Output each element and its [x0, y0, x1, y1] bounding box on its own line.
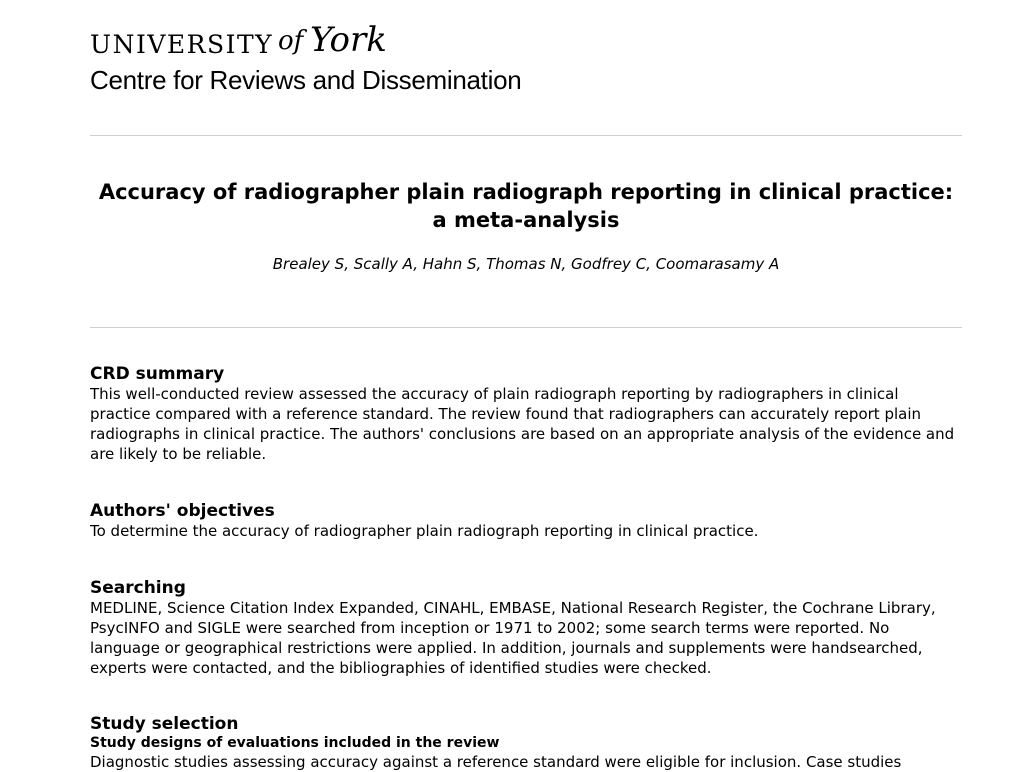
logo-of-text: of: [278, 26, 304, 56]
section-body: To determine the accuracy of radiographer plain radiograph reporting in clinical practice.: [90, 522, 759, 540]
section-crd-summary: [90, 364, 962, 464]
section-body: MEDLINE, Science Citation Index Expanded, CINAHL, EMBASE, National Research Register, the Cochrane Library, PsycINFO and SIGLE were searched from inception or 1971 to 2002; some search terms were reported. No language or geographical restrictions were applied. In addition, journals and supplements were handsearched, experts were contacted, and the bibliographies of identified studies were checked.: [90, 599, 936, 677]
section-body: This well-conducted review assessed the accuracy of plain radiograph reporting by radiographers in clinical practice compared with a reference standard. The review found that radiographers can accurately report plain radiographs in clinical practice. The authors' conclusions are based on an appropriate analysis of the evidence and are likely to be reliable.: [90, 385, 955, 463]
section-subheading: Study designs of evaluations included in the review: [90, 735, 500, 751]
section-heading: Study selection: [90, 714, 239, 734]
section-authors-objectives: [90, 501, 962, 541]
section-heading: Searching: [90, 578, 186, 598]
section-heading: Authors' objectives: [90, 501, 275, 521]
title-divider: [90, 327, 962, 328]
section-heading: CRD summary: [90, 364, 225, 384]
logo-university-text: [90, 30, 273, 60]
document-authors: Brealey S, Scally A, Hahn S, Thomas N, Godfrey C, Coomarasamy A: [272, 255, 780, 273]
section-body: Diagnostic studies assessing accuracy against a reference standard were eligible for inclusion. Case studies: [90, 753, 902, 771]
section-study-selection: [90, 714, 962, 772]
logo-york-text: York: [310, 20, 387, 60]
university-logo: [90, 20, 570, 96]
logo-university-word: UNIVERSITY: [90, 30, 274, 59]
header-divider: [90, 135, 962, 136]
document-title: Accuracy of radiographer plain radiograph reporting in clinical practice: a meta-analysis: [98, 180, 954, 232]
centre-name: Centre for Reviews and Dissemination: [90, 65, 522, 95]
section-searching: [90, 578, 962, 678]
